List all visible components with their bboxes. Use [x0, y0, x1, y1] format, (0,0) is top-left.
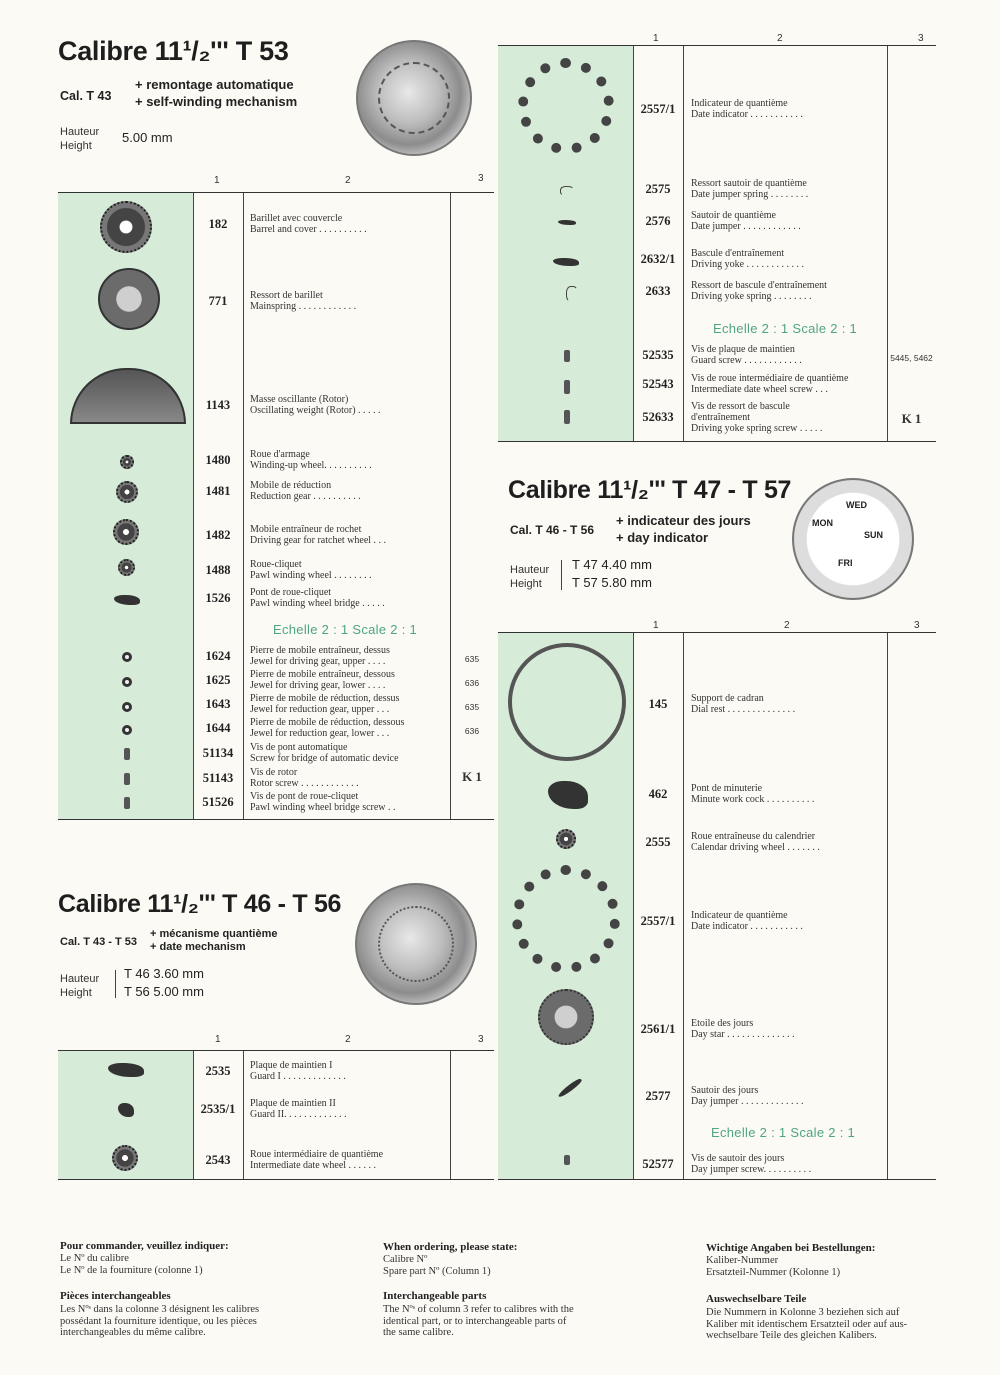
part-number: 462	[648, 787, 668, 801]
column-3-label: 3	[478, 173, 484, 184]
table-row	[58, 557, 494, 587]
table-row	[498, 1151, 936, 1181]
interchangeable-ref: K 1	[901, 411, 922, 426]
feature-fr: + indicateur des jours	[616, 513, 751, 528]
interchangeable-ref: K 1	[462, 769, 482, 784]
part-number: 2535	[205, 1064, 231, 1078]
part-number: 1625	[205, 673, 231, 687]
part-description: Pont de minuterie Minute work cock . . . . . . . . . .	[691, 783, 815, 805]
movement-detail	[378, 906, 454, 982]
scale-note: Echelle 2 : 1 Scale 2 : 1	[713, 321, 858, 336]
part-description: Ressort sautoir de quantième Date jumper spring . . . . . . . .	[691, 178, 809, 200]
movement-t46-image	[355, 883, 477, 1005]
part-description: Sautoir des jours Day jumper . . . . . . . . . . . . .	[691, 1085, 804, 1107]
part-number: 1488	[205, 563, 231, 577]
interchangeable-ref: 635	[464, 654, 480, 664]
table-row	[58, 288, 494, 318]
feature-en: + self-winding mechanism	[135, 94, 298, 109]
height-label-en: Height	[60, 987, 92, 999]
footer-de-interchange-text: Die Nummern in Kolonne 3 beziehen sich auf Kaliber mit identischem Ersatzteil oder auf aus- wechselbare Teile des gleichen Kalibers.	[706, 1307, 908, 1341]
scale-note: Echelle 2 : 1 Scale 2 : 1	[711, 1125, 856, 1140]
part-description: Pont de roue-cliquet Pawl winding wheel bridge . . . . .	[250, 587, 385, 609]
footer-fr-interchange-heading: Pièces interchangeables	[60, 1290, 171, 1302]
footer-en-order-text: Calibre Nº Spare part Nº (Column 1)	[383, 1254, 491, 1277]
part-description: Roue-cliquet Pawl winding wheel . . . . . . . .	[250, 559, 372, 581]
calibre-t46-features	[150, 928, 277, 954]
part-description: Mobile de réduction Reduction gear . . . . . . . . . .	[250, 480, 361, 502]
part-number: 1526	[205, 591, 231, 605]
dial-day-wed: WED	[846, 500, 867, 510]
parts-table-t53	[58, 192, 494, 820]
height-label-fr: Hauteur	[60, 973, 100, 985]
part-description: Pierre de mobile de réduction, dessus Jewel for reduction gear, upper . . .	[250, 693, 400, 715]
part-number: 771	[208, 294, 228, 308]
height-label	[60, 125, 99, 153]
part-description: Indicateur de quantième Date indicator . . . . . . . . . . .	[691, 910, 803, 932]
part-number: 51526	[202, 795, 234, 809]
part-description: Sautoir de quantième Date jumper . . . . . . . . . . . .	[691, 210, 801, 232]
footer-de-interchange-heading: Auswechselbare Teile	[706, 1293, 807, 1305]
height-label-fr: Hauteur	[60, 126, 100, 138]
part-description: Vis de sautoir des jours Day jumper screw. . . . . . . . . .	[691, 1153, 812, 1175]
calibre-t47-title: Calibre 11¹/₂''' T 47 - T 57	[508, 476, 792, 504]
height-values	[572, 556, 652, 592]
footer-en-order-heading: When ordering, please state:	[383, 1241, 518, 1253]
table-row	[58, 211, 494, 241]
part-number: 1644	[205, 721, 231, 735]
calibre-t53-features	[135, 76, 297, 110]
table-row	[498, 908, 936, 938]
part-description: Roue entraîneuse du calendrier Calendar driving wheel . . . . . . .	[691, 831, 820, 853]
table-row	[498, 829, 936, 859]
part-description: Roue d'armage Winding-up wheel. . . . . . . . . .	[250, 449, 372, 471]
calibre-t46-base: Cal. T 43 - T 53	[60, 936, 138, 948]
interchangeable-ref: 635	[464, 702, 480, 712]
interchangeable-ref: 636	[464, 726, 480, 736]
dial-day-sun: SUN	[864, 530, 884, 540]
interchangeable-ref: 5445, 5462	[890, 353, 933, 363]
part-description: Vis de ressort de bascule d'entraînement Driving yoke spring screw . . . . .	[691, 401, 823, 434]
part-description: Vis de rotor Rotor screw . . . . . . . . . . . .	[250, 767, 359, 789]
part-description: Plaque de maintien II Guard II. . . . . . . . . . . . .	[250, 1098, 347, 1120]
height-label	[510, 563, 549, 591]
table-row	[58, 1147, 494, 1177]
table-row	[58, 1096, 494, 1126]
table-row	[498, 176, 936, 206]
calibre-t47-features	[616, 512, 751, 546]
calibre-t46-title: Calibre 11¹/₂''' T 46 - T 56	[58, 890, 342, 918]
column-3-label: 3	[914, 620, 920, 631]
part-number: 2557/1	[640, 102, 676, 116]
brace	[115, 970, 119, 998]
column-1-label: 1	[653, 33, 659, 44]
table-row	[58, 522, 494, 552]
height-value: 5.00 mm	[122, 130, 173, 145]
part-description: Vis de pont de roue-cliquet Pawl winding wheel bridge screw . .	[250, 791, 396, 813]
movement-t53-image	[356, 40, 472, 156]
parts-table-t46	[58, 1050, 494, 1180]
table-row	[498, 781, 936, 811]
calibre-t53-title: Calibre 11¹/₂''' T 53	[58, 36, 289, 66]
column-2-label: 2	[345, 175, 351, 186]
table-row	[498, 371, 936, 401]
part-description: Bascule d'entraînement Driving yoke . . . . . . . . . . . .	[691, 248, 805, 270]
footer-en-interchange-text: The Nºˢ of column 3 refer to calibres with the identical part, or to interchangeable parts of the same calibre.	[383, 1304, 574, 1338]
table-row	[498, 1083, 936, 1113]
part-number: 145	[648, 697, 668, 711]
footer-de-order-text: Kaliber-Nummer Ersatzteil-Nummer (Kolonne 1)	[706, 1255, 841, 1278]
interchangeable-ref: 636	[464, 678, 480, 688]
part-description: Plaque de maintien I Guard I . . . . . . . . . . . . .	[250, 1060, 346, 1082]
height-label	[60, 972, 99, 1000]
part-description: Indicateur de quantième Date indicator . . . . . . . . . . .	[691, 98, 803, 120]
part-description: Mobile entraîneur de rochet Driving gear for ratchet wheel . . .	[250, 524, 387, 546]
table-row	[58, 585, 494, 615]
table-row	[58, 789, 494, 819]
part-description: Ressort de bascule d'entraînement Driving yoke spring . . . . . . . .	[691, 280, 827, 302]
part-number: 2543	[205, 1153, 231, 1167]
part-description: Pierre de mobile de réduction, dessous Jewel for reduction gear, lower . . .	[250, 717, 405, 739]
calibre-t47-base: Cal. T 46 - T 56	[510, 523, 595, 537]
footer-de-order-heading: Wichtige Angaben bei Bestellungen:	[706, 1242, 876, 1254]
table-row	[498, 246, 936, 276]
part-number: 52543	[642, 377, 674, 391]
part-number: 1480	[205, 453, 231, 467]
brace	[561, 560, 565, 590]
part-number: 52633	[642, 410, 674, 424]
table-row	[498, 691, 936, 721]
dial-day-mon: MON	[812, 518, 833, 528]
part-number: 51134	[202, 746, 234, 760]
calibre-t53-base: Cal. T 43	[60, 89, 112, 103]
parts-table-t46-continued	[498, 45, 936, 442]
table-row	[498, 1016, 936, 1046]
height-label-en: Height	[510, 578, 542, 590]
dial-day-fri: FRI	[838, 558, 853, 568]
part-number: 2555	[645, 835, 671, 849]
part-number: 2633	[645, 284, 671, 298]
part-number: 1143	[205, 398, 231, 412]
column-2-label: 2	[777, 33, 783, 44]
part-number: 2632/1	[640, 252, 676, 266]
feature-en: + date mechanism	[150, 941, 246, 953]
height-value-t46: T 46 3.60 mm	[124, 966, 204, 981]
part-description: Ressort de barillet Mainspring . . . . . . . . . . . .	[250, 290, 357, 312]
table-row	[58, 447, 494, 477]
part-number: 2561/1	[640, 1022, 676, 1036]
part-description: Vis de roue intermédiaire de quantième Intermediate date wheel screw . . .	[691, 373, 849, 395]
movement-detail	[378, 62, 450, 134]
footer-en-interchange-heading: Interchangeable parts	[383, 1290, 487, 1302]
height-value-t57: T 57 5.80 mm	[572, 575, 652, 590]
footer-fr-interchange-text: Les Nºˢ dans la colonne 3 désignent les calibres possédant la fourniture identique, ou les pièces interchangeables du même calibre.	[60, 1304, 260, 1338]
table-row	[58, 478, 494, 508]
part-number: 1481	[205, 484, 231, 498]
table-row	[498, 278, 936, 308]
column-3-label: 3	[918, 33, 924, 44]
part-description: Roue intermédiaire de quantième Intermediate date wheel . . . . . .	[250, 1149, 384, 1171]
parts-table-t47	[498, 632, 936, 1180]
part-number: 1643	[205, 697, 231, 711]
table-row	[498, 208, 936, 238]
footer-fr-order-heading: Pour commander, veuillez indiquer:	[60, 1240, 229, 1252]
height-value-t47: T 47 4.40 mm	[572, 557, 652, 572]
feature-en: + day indicator	[616, 530, 709, 545]
column-1-label: 1	[653, 620, 659, 631]
height-value-t56: T 56 5.00 mm	[124, 984, 204, 999]
part-description: Barillet avec couvercle Barrel and cover . . . . . . . . . .	[250, 213, 367, 235]
scale-note: Echelle 2 : 1 Scale 2 : 1	[273, 622, 418, 637]
part-number: 2535/1	[200, 1102, 236, 1116]
table-row	[498, 342, 936, 372]
part-description: Pierre de mobile entraîneur, dessous Jewel for driving gear, lower . . . .	[250, 669, 395, 691]
footer-fr-order-text: Le Nº du calibre Le Nº de la fourniture (colonne 1)	[60, 1253, 203, 1276]
table-row	[58, 1058, 494, 1088]
part-description: Support de cadran Dial rest . . . . . . . . . . . . . .	[691, 693, 796, 715]
column-2-label: 2	[345, 1034, 351, 1045]
part-number: 52577	[642, 1157, 674, 1171]
part-number: 2577	[645, 1089, 671, 1103]
part-number: 51143	[202, 771, 234, 785]
part-description: Etoile des jours Day star . . . . . . . . . . . . . .	[691, 1018, 795, 1040]
movement-t47-dial-image	[792, 478, 914, 600]
height-label-fr: Hauteur	[510, 564, 550, 576]
part-number: 2576	[645, 214, 671, 228]
column-3-label: 3	[478, 1034, 484, 1045]
column-2-label: 2	[784, 620, 790, 631]
part-number: 1482	[205, 528, 231, 542]
part-description: Vis de plaque de maintien Guard screw . . . . . . . . . . . .	[691, 344, 802, 366]
table-row	[498, 399, 936, 441]
height-label-en: Height	[60, 140, 92, 152]
table-row	[58, 392, 494, 422]
part-number: 1624	[205, 649, 231, 663]
column-1-label: 1	[215, 1034, 221, 1045]
part-description: Vis de pont automatique Screw for bridge of automatic device	[250, 742, 399, 764]
part-number: 2557/1	[640, 914, 676, 928]
part-description: Pierre de mobile entraîneur, dessus Jewel for driving gear, upper . . . .	[250, 645, 390, 667]
part-description: Masse oscillante (Rotor) Oscillating weight (Rotor) . . . . .	[250, 394, 381, 416]
height-values	[124, 965, 204, 1001]
feature-fr: + mécanisme quantième	[150, 928, 278, 940]
table-row	[498, 96, 936, 126]
part-number: 2575	[645, 182, 671, 196]
column-1-label: 1	[214, 175, 220, 186]
part-number: 52535	[642, 348, 674, 362]
feature-fr: + remontage automatique	[135, 77, 294, 92]
part-number: 182	[208, 217, 228, 231]
